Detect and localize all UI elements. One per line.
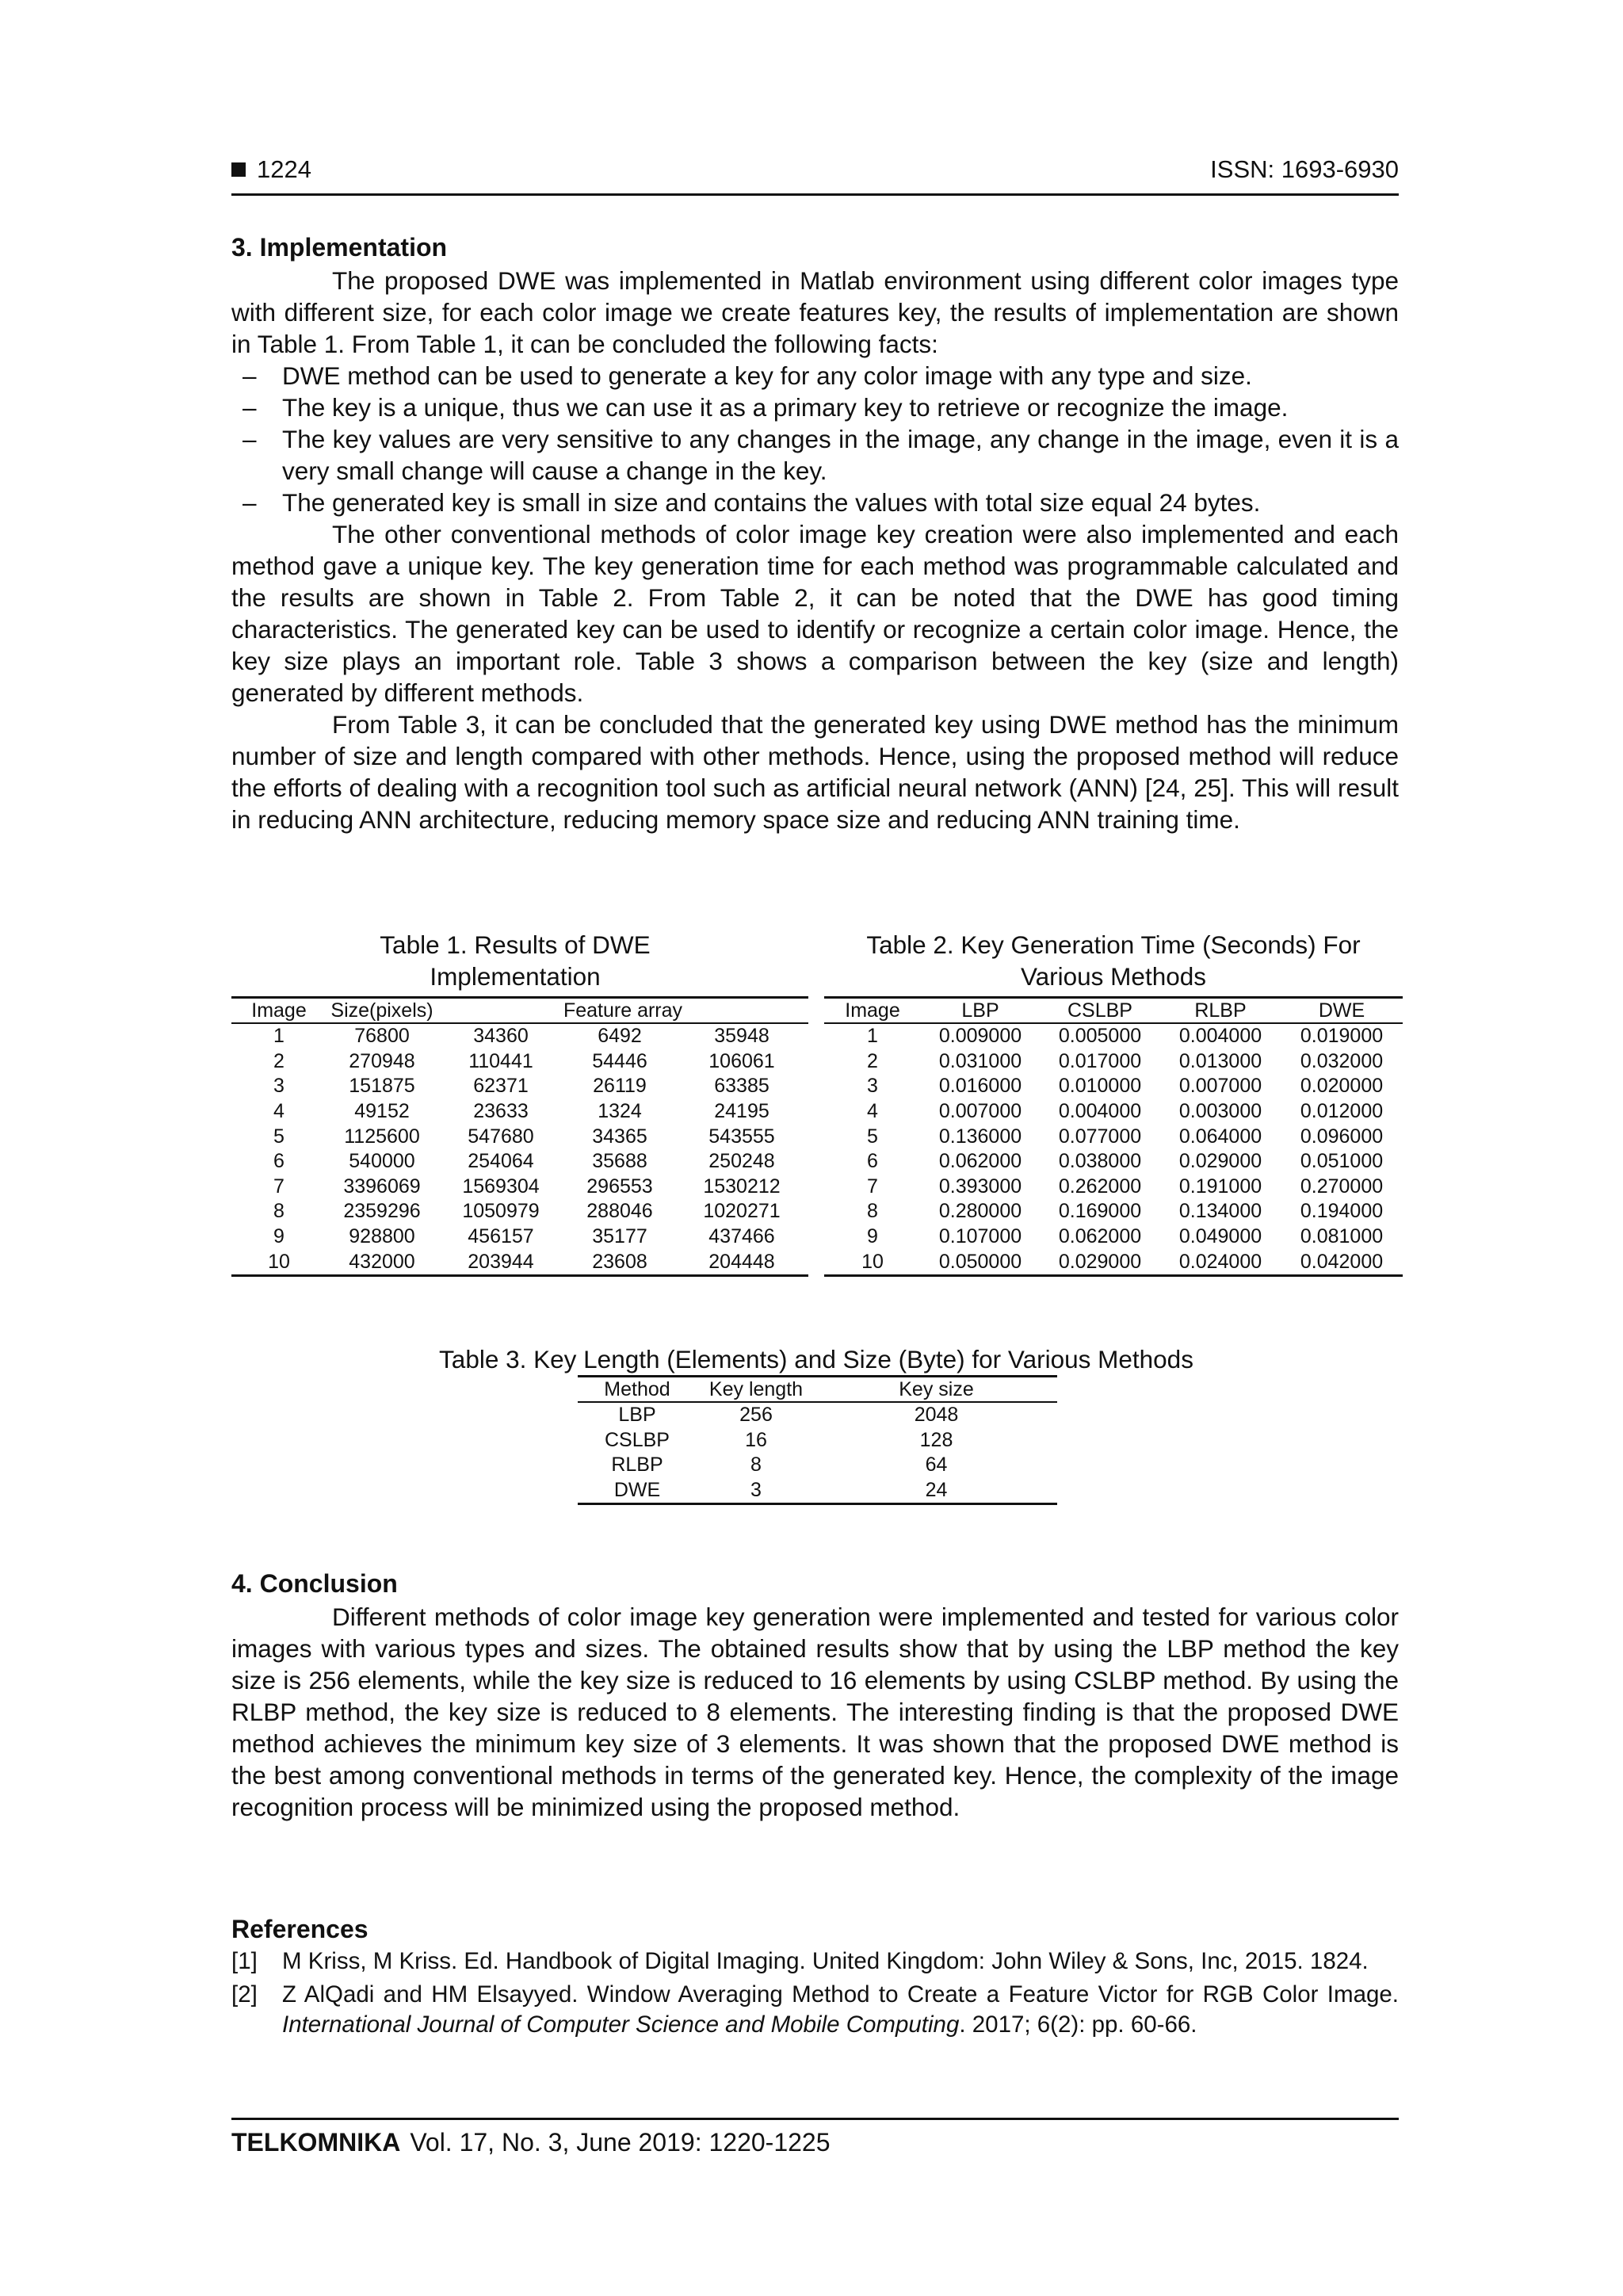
table-cell: 432000 bbox=[327, 1249, 437, 1275]
section-4-title: 4. Conclusion bbox=[231, 1569, 398, 1598]
table-cell: 0.009000 bbox=[938, 1025, 1022, 1048]
table-cell: 0.194000 bbox=[1300, 1200, 1384, 1223]
table-cell: LBP bbox=[618, 1404, 656, 1427]
table-cell: 0.042000 bbox=[1281, 1249, 1403, 1275]
table-row bbox=[578, 1402, 1057, 1428]
column-header: Size(pixels) bbox=[327, 998, 437, 1024]
table-cell: 254064 bbox=[468, 1150, 534, 1173]
running-header bbox=[231, 155, 1399, 196]
table-cell: 35688 bbox=[592, 1150, 647, 1173]
table-cell: 34360 bbox=[473, 1025, 529, 1048]
table-cell: 1 bbox=[867, 1025, 878, 1048]
table-cell: 35177 bbox=[592, 1225, 647, 1248]
table-cell: 928800 bbox=[349, 1225, 415, 1248]
table-cell: 3396069 bbox=[343, 1175, 421, 1198]
column-header: LBP bbox=[921, 998, 1040, 1024]
table-cell: 0.270000 bbox=[1300, 1175, 1384, 1198]
section-3-title: 3. Implementation bbox=[231, 233, 448, 262]
table-cell: 64 bbox=[925, 1454, 948, 1477]
references-title: References bbox=[231, 1915, 369, 1943]
journal-title: International Journal of Computer Science and Mobile Computing bbox=[282, 2011, 960, 2038]
table-cell: 8 bbox=[273, 1200, 285, 1223]
table-cell: 3 bbox=[273, 1075, 285, 1098]
table-cell: 0.031000 bbox=[938, 1049, 1022, 1072]
table-cell: 1125600 bbox=[344, 1125, 420, 1148]
table-cell: 23608 bbox=[564, 1249, 675, 1275]
table-cell: 0.051000 bbox=[1300, 1150, 1384, 1173]
table-cell: 547680 bbox=[468, 1125, 534, 1148]
table-cell: 24195 bbox=[714, 1100, 769, 1123]
table-cell: 0.064000 bbox=[1178, 1125, 1262, 1148]
table-row bbox=[824, 1149, 1403, 1175]
table-row bbox=[231, 1124, 808, 1149]
column-header: CSLBP bbox=[1040, 998, 1160, 1024]
table-cell: 0.081000 bbox=[1300, 1225, 1384, 1248]
table-cell: 62371 bbox=[473, 1075, 529, 1098]
header-page-number: 1224 bbox=[231, 155, 311, 184]
table-cell: 5 bbox=[273, 1125, 285, 1148]
table-cell: 4 bbox=[273, 1100, 285, 1123]
table-cell: 128 bbox=[919, 1428, 953, 1451]
table-header-row bbox=[231, 998, 808, 1024]
table-cell: 0.020000 bbox=[1300, 1075, 1384, 1098]
footer-details: Vol. 17, No. 3, June 2019: 1220-1225 bbox=[410, 2128, 831, 2157]
table-cell: 0.191000 bbox=[1178, 1175, 1262, 1198]
table-row bbox=[231, 1249, 808, 1275]
table-cell: 0.004000 bbox=[1058, 1100, 1142, 1123]
table-row bbox=[231, 1199, 808, 1224]
table-cell: 8 bbox=[867, 1200, 878, 1223]
section-4-paragraph: Different methods of color image key generation were implemented and tested for various color images with various types and sizes. The obtained results show that by using the LBP method the key size is 256 elements, while the key size is reduced to 16 elements by using CSLBP method. By using the RLBP method, the key size is reduced to 8 elements. The interesting finding is that the proposed DWE method achieves the minimum key size of 3 elements. It was shown that the proposed DWE method is the best among conventional methods in terms of the generated key. Hence, the complexity of the image recognition process will be minimized using the proposed method. bbox=[231, 1603, 1399, 1821]
table-cell: 0.134000 bbox=[1178, 1200, 1262, 1223]
table-cell: 0.393000 bbox=[938, 1175, 1022, 1198]
table-row bbox=[231, 1149, 808, 1175]
table-cell: 0.024000 bbox=[1160, 1249, 1281, 1275]
table-cell: 1569304 bbox=[462, 1175, 540, 1198]
table-cell: 16 bbox=[745, 1428, 767, 1451]
table-cell: 54446 bbox=[592, 1049, 647, 1072]
facts-list bbox=[231, 360, 1399, 518]
table-cell: 9 bbox=[273, 1225, 285, 1248]
section-3-paragraph-3: From Table 3, it can be concluded that the generated key using DWE method has the minimum number of size and length compared with other methods. Hence, using the proposed method will reduce the efforts of dealing with a recognition tool such as artificial neural network (ANN) [24, 25]. This will result in reducing ANN architecture, reducing memory space size and reducing ANN training time. bbox=[231, 710, 1399, 834]
table-cell: 1324 bbox=[598, 1100, 642, 1123]
section-3-paragraph-2: The other conventional methods of color image key creation were also implemented and each method gave a unique key. The key generation time for each method was programmable calculated and the results are shown in Table 2. From Table 2, it can be noted that the DWE has good timing characteristics. The generated key can be used to identify or recognize a certain color image. Hence, the key size plays an important role. Table 3 shows a comparison between the key (size and length) generated by different methods. bbox=[231, 520, 1399, 707]
list-item: – The key is a unique, thus we can use it as a primary key to retrieve or recognize the image. bbox=[242, 393, 1289, 422]
table-cell: 456157 bbox=[468, 1225, 534, 1248]
table-cell: 0.262000 bbox=[1058, 1175, 1142, 1198]
table-cell: 0.007000 bbox=[1178, 1075, 1262, 1098]
table-cell: 2359296 bbox=[343, 1200, 421, 1223]
footer-journal: TELKOMNIKA bbox=[231, 2128, 401, 2157]
table-row bbox=[824, 1049, 1403, 1075]
table-row bbox=[231, 1175, 808, 1200]
section-3-paragraph-1: The proposed DWE was implemented in Matlab environment using different color images type with different size, for each color image we create features key, the results of implementation are shown in Table 1. From Table 1, it can be concluded the following facts: bbox=[231, 266, 1399, 358]
table-cell: 4 bbox=[867, 1100, 878, 1123]
table-cell: 3 bbox=[697, 1478, 815, 1504]
table-cell: 10 bbox=[231, 1249, 327, 1275]
table-cell: 23633 bbox=[473, 1100, 529, 1123]
table-cell: 6492 bbox=[598, 1025, 642, 1048]
table-cell: 5 bbox=[867, 1125, 878, 1148]
table-cell: 0.096000 bbox=[1300, 1125, 1384, 1148]
table-cell: 7 bbox=[867, 1175, 878, 1198]
column-header: Image bbox=[231, 998, 327, 1024]
reference-item: [2] Z AlQadi and HM Elsayyed. Window Averaging Method to Create a Feature Victor for RGB Color Image. International Journal of Computer Science and Mobile Computing. 2017; 6(2): pp. 60-66. bbox=[231, 1981, 1399, 2038]
column-header: Feature array bbox=[437, 998, 808, 1024]
table-header-row bbox=[824, 998, 1403, 1024]
table-cell: 106061 bbox=[708, 1049, 775, 1072]
references-list bbox=[231, 1946, 1399, 2043]
table-cell: DWE bbox=[578, 1478, 697, 1504]
table-cell: 7 bbox=[273, 1175, 285, 1198]
table-cell: 0.077000 bbox=[1058, 1125, 1142, 1148]
table-3 bbox=[578, 1375, 1057, 1505]
table-row bbox=[231, 1224, 808, 1250]
list-item: – The generated key is small in size and contains the values with total size equal 24 bytes. bbox=[242, 488, 1261, 517]
table-cell: 24 bbox=[815, 1478, 1057, 1504]
table-2-caption: Table 2. Key Generation Time (Seconds) For Various Methods bbox=[866, 930, 1361, 991]
table-cell: 1530212 bbox=[703, 1175, 781, 1198]
table-cell: 0.062000 bbox=[938, 1150, 1022, 1173]
table-cell: 26119 bbox=[593, 1075, 647, 1098]
table-cell: 437466 bbox=[708, 1225, 775, 1248]
table-cell: 49152 bbox=[354, 1100, 410, 1123]
dash-bullet-icon: – bbox=[242, 425, 257, 453]
header-issn: ISSN: 1693-6930 bbox=[1210, 155, 1399, 183]
dash-bullet-icon: – bbox=[242, 361, 257, 390]
table-cell: 1 bbox=[273, 1025, 285, 1048]
table-cell: 0.029000 bbox=[1040, 1249, 1160, 1275]
table-row bbox=[824, 1074, 1403, 1099]
table-cell: 543555 bbox=[708, 1125, 775, 1148]
table-cell: 8 bbox=[750, 1454, 762, 1477]
column-header: Image bbox=[824, 998, 921, 1024]
table-row bbox=[578, 1478, 1057, 1504]
table-cell: 0.013000 bbox=[1178, 1049, 1262, 1072]
table-cell: 0.050000 bbox=[921, 1249, 1040, 1275]
table-cell: 34365 bbox=[592, 1125, 647, 1148]
list-item: – The key values are very sensitive to any changes in the image, any change in the image, even it is a very small change will cause a change in the key. bbox=[242, 425, 1399, 485]
table-cell: 76800 bbox=[354, 1025, 410, 1048]
table-cell: 540000 bbox=[349, 1150, 415, 1173]
table-cell: 0.005000 bbox=[1058, 1025, 1142, 1048]
table-cell: 250248 bbox=[708, 1150, 775, 1173]
column-header: DWE bbox=[1281, 998, 1403, 1024]
square-bullet-icon bbox=[231, 162, 246, 177]
reference-item: [1] M Kriss, M Kriss. Ed. Handbook of Digital Imaging. United Kingdom: John Wiley & Sons, Inc, 2015. 1824. bbox=[231, 1948, 1369, 1974]
table-1-caption: Table 1. Results of DWE Implementation bbox=[380, 930, 651, 991]
running-footer bbox=[231, 2118, 1399, 2157]
table-cell: 256 bbox=[739, 1404, 773, 1427]
table-row bbox=[578, 1428, 1057, 1454]
table-cell: 0.004000 bbox=[1178, 1025, 1262, 1048]
table-cell: 6 bbox=[273, 1150, 285, 1173]
table-cell: 10 bbox=[824, 1249, 921, 1275]
table-cell: 0.062000 bbox=[1058, 1225, 1142, 1248]
table-cell: 0.169000 bbox=[1058, 1200, 1142, 1223]
table-cell: 2048 bbox=[914, 1404, 959, 1427]
table-cell: 0.049000 bbox=[1178, 1225, 1262, 1248]
table-row bbox=[824, 1199, 1403, 1224]
table-row bbox=[824, 1249, 1403, 1275]
table-cell: 0.038000 bbox=[1058, 1150, 1142, 1173]
table-cell: 63385 bbox=[714, 1075, 769, 1098]
column-header: Method bbox=[578, 1377, 697, 1403]
table-cell: 0.136000 bbox=[938, 1125, 1022, 1148]
table-cell: 204448 bbox=[675, 1249, 808, 1275]
table-cell: 1050979 bbox=[462, 1200, 540, 1223]
list-item: – DWE method can be used to generate a key for any color image with any type and size. bbox=[242, 361, 1252, 390]
table-cell: 0.007000 bbox=[938, 1100, 1022, 1123]
dash-bullet-icon: – bbox=[242, 393, 257, 422]
table-cell: 151875 bbox=[349, 1075, 415, 1098]
table-cell: 0.017000 bbox=[1058, 1049, 1142, 1072]
table-row bbox=[231, 1049, 808, 1075]
column-header: Key size bbox=[815, 1377, 1057, 1403]
table-row bbox=[824, 1124, 1403, 1149]
table-cell: 9 bbox=[867, 1225, 878, 1248]
table-cell: 0.012000 bbox=[1300, 1100, 1384, 1123]
table-row bbox=[824, 1224, 1403, 1250]
table-cell: 0.016000 bbox=[938, 1075, 1022, 1098]
table-cell: 110441 bbox=[468, 1049, 533, 1072]
table-cell: 0.107000 bbox=[938, 1225, 1022, 1248]
table-row bbox=[231, 1074, 808, 1099]
table-cell: 3 bbox=[867, 1075, 878, 1098]
table-cell: 0.280000 bbox=[938, 1200, 1022, 1223]
table-cell: 2 bbox=[273, 1049, 285, 1072]
table-row bbox=[824, 1023, 1403, 1049]
table-cell: 288046 bbox=[586, 1200, 653, 1223]
column-header: Key length bbox=[697, 1377, 815, 1403]
table-1 bbox=[231, 996, 808, 1277]
table-cell: 0.010000 bbox=[1058, 1075, 1142, 1098]
column-header: RLBP bbox=[1160, 998, 1281, 1024]
table-row bbox=[824, 1175, 1403, 1200]
table-cell: 0.032000 bbox=[1300, 1049, 1384, 1072]
dash-bullet-icon: – bbox=[242, 488, 257, 517]
table-row bbox=[824, 1099, 1403, 1125]
table-cell: RLBP bbox=[611, 1454, 663, 1477]
table-cell: CSLBP bbox=[605, 1428, 670, 1451]
table-cell: 0.003000 bbox=[1178, 1100, 1262, 1123]
table-3-caption: Table 3. Key Length (Elements) and Size (Byte) for Various Methods bbox=[439, 1345, 1193, 1373]
table-header-row bbox=[578, 1377, 1057, 1403]
table-cell: 270948 bbox=[349, 1049, 415, 1072]
table-cell: 296553 bbox=[586, 1175, 653, 1198]
table-cell: 6 bbox=[867, 1150, 878, 1173]
table-2 bbox=[824, 996, 1403, 1277]
table-cell: 35948 bbox=[714, 1025, 769, 1048]
table-row bbox=[231, 1099, 808, 1125]
table-cell: 0.019000 bbox=[1300, 1025, 1384, 1048]
table-row bbox=[231, 1023, 808, 1049]
table-cell: 0.029000 bbox=[1178, 1150, 1262, 1173]
table-row bbox=[578, 1453, 1057, 1478]
table-cell: 2 bbox=[867, 1049, 878, 1072]
table-cell: 203944 bbox=[437, 1249, 564, 1275]
table-cell: 1020271 bbox=[703, 1200, 781, 1223]
